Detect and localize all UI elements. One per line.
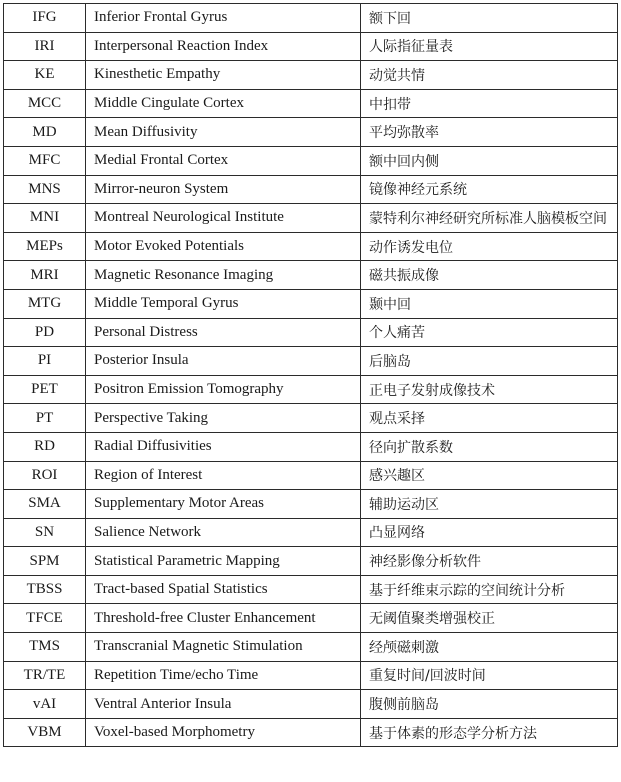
chinese-term-cell: 腹侧前脑岛 xyxy=(361,690,618,719)
table-row xyxy=(4,575,618,604)
table-row xyxy=(4,232,618,261)
table-row xyxy=(4,261,618,290)
english-term-cell: Statistical Parametric Mapping xyxy=(86,547,361,576)
chinese-term-cell: 基于体素的形态学分析方法 xyxy=(361,718,618,747)
chinese-term-cell: 后脑岛 xyxy=(361,347,618,376)
english-term-cell: Salience Network xyxy=(86,518,361,547)
english-term-cell: Middle Cingulate Cortex xyxy=(86,89,361,118)
abbreviation-cell: MNI xyxy=(4,204,86,233)
chinese-term-cell: 重复时间/回波时间 xyxy=(361,661,618,690)
table-row xyxy=(4,661,618,690)
abbreviation-cell: MEPs xyxy=(4,232,86,261)
chinese-term-cell: 感兴趣区 xyxy=(361,461,618,490)
table-row xyxy=(4,175,618,204)
table-row xyxy=(4,347,618,376)
table-row xyxy=(4,32,618,61)
abbreviation-table-body xyxy=(4,4,618,747)
abbreviation-cell: TR/TE xyxy=(4,661,86,690)
abbreviation-cell: KE xyxy=(4,61,86,90)
abbreviation-cell: MCC xyxy=(4,89,86,118)
table-row xyxy=(4,4,618,33)
english-term-cell: Motor Evoked Potentials xyxy=(86,232,361,261)
english-term-cell: Montreal Neurological Institute xyxy=(86,204,361,233)
english-term-cell: Ventral Anterior Insula xyxy=(86,690,361,719)
table-row xyxy=(4,633,618,662)
english-term-cell: Inferior Frontal Gyrus xyxy=(86,4,361,33)
chinese-term-cell: 基于纤维束示踪的空间统计分析 xyxy=(361,575,618,604)
abbreviation-cell: VBM xyxy=(4,718,86,747)
chinese-term-cell: 动觉共情 xyxy=(361,61,618,90)
abbreviation-cell: MRI xyxy=(4,261,86,290)
abbreviation-cell: MD xyxy=(4,118,86,147)
chinese-term-cell: 蒙特利尔神经研究所标准人脑模板空间 xyxy=(361,204,618,233)
table-row xyxy=(4,690,618,719)
english-term-cell: Transcranial Magnetic Stimulation xyxy=(86,633,361,662)
abbreviation-cell: SMA xyxy=(4,490,86,519)
abbreviation-cell: PI xyxy=(4,347,86,376)
english-term-cell: Mean Diffusivity xyxy=(86,118,361,147)
english-term-cell: Positron Emission Tomography xyxy=(86,375,361,404)
chinese-term-cell: 凸显网络 xyxy=(361,518,618,547)
abbreviation-cell: MFC xyxy=(4,146,86,175)
chinese-term-cell: 个人痛苦 xyxy=(361,318,618,347)
english-term-cell: Middle Temporal Gyrus xyxy=(86,289,361,318)
chinese-term-cell: 辅助运动区 xyxy=(361,490,618,519)
english-term-cell: Interpersonal Reaction Index xyxy=(86,32,361,61)
table-row xyxy=(4,146,618,175)
abbreviation-cell: MTG xyxy=(4,289,86,318)
abbreviation-cell: IRI xyxy=(4,32,86,61)
chinese-term-cell: 观点采择 xyxy=(361,404,618,433)
table-row xyxy=(4,518,618,547)
table-row xyxy=(4,718,618,747)
chinese-term-cell: 额下回 xyxy=(361,4,618,33)
abbreviation-cell: TFCE xyxy=(4,604,86,633)
english-term-cell: Medial Frontal Cortex xyxy=(86,146,361,175)
chinese-term-cell: 正电子发射成像技术 xyxy=(361,375,618,404)
abbreviation-cell: SPM xyxy=(4,547,86,576)
chinese-term-cell: 磁共振成像 xyxy=(361,261,618,290)
chinese-term-cell: 无阈值聚类增强校正 xyxy=(361,604,618,633)
abbreviation-cell: RD xyxy=(4,432,86,461)
abbreviation-cell: SN xyxy=(4,518,86,547)
abbreviation-cell: TBSS xyxy=(4,575,86,604)
chinese-term-cell: 额中回内侧 xyxy=(361,146,618,175)
chinese-term-cell: 径向扩散系数 xyxy=(361,432,618,461)
table-row xyxy=(4,604,618,633)
english-term-cell: Magnetic Resonance Imaging xyxy=(86,261,361,290)
table-row xyxy=(4,490,618,519)
english-term-cell: Mirror-neuron System xyxy=(86,175,361,204)
abbreviation-cell: MNS xyxy=(4,175,86,204)
table-row xyxy=(4,89,618,118)
chinese-term-cell: 镜像神经元系统 xyxy=(361,175,618,204)
table-row xyxy=(4,375,618,404)
english-term-cell: Kinesthetic Empathy xyxy=(86,61,361,90)
english-term-cell: Posterior Insula xyxy=(86,347,361,376)
abbreviation-cell: TMS xyxy=(4,633,86,662)
chinese-term-cell: 神经影像分析软件 xyxy=(361,547,618,576)
english-term-cell: Voxel-based Morphometry xyxy=(86,718,361,747)
abbreviation-cell: PET xyxy=(4,375,86,404)
chinese-term-cell: 颞中回 xyxy=(361,289,618,318)
table-row xyxy=(4,547,618,576)
chinese-term-cell: 人际指征量表 xyxy=(361,32,618,61)
english-term-cell: Threshold-free Cluster Enhancement xyxy=(86,604,361,633)
english-term-cell: Personal Distress xyxy=(86,318,361,347)
table-row xyxy=(4,318,618,347)
chinese-term-cell: 平均弥散率 xyxy=(361,118,618,147)
abbreviation-cell: PD xyxy=(4,318,86,347)
table-row xyxy=(4,404,618,433)
english-term-cell: Tract-based Spatial Statistics xyxy=(86,575,361,604)
table-row xyxy=(4,461,618,490)
abbreviation-cell: PT xyxy=(4,404,86,433)
english-term-cell: Repetition Time/echo Time xyxy=(86,661,361,690)
table-row xyxy=(4,432,618,461)
abbreviation-table xyxy=(3,3,618,747)
abbreviation-cell: ROI xyxy=(4,461,86,490)
table-row xyxy=(4,61,618,90)
chinese-term-cell: 动作诱发电位 xyxy=(361,232,618,261)
english-term-cell: Region of Interest xyxy=(86,461,361,490)
table-row xyxy=(4,289,618,318)
abbreviation-cell: vAI xyxy=(4,690,86,719)
english-term-cell: Radial Diffusivities xyxy=(86,432,361,461)
english-term-cell: Supplementary Motor Areas xyxy=(86,490,361,519)
chinese-term-cell: 中扣带 xyxy=(361,89,618,118)
table-row xyxy=(4,204,618,233)
abbreviation-cell: IFG xyxy=(4,4,86,33)
chinese-term-cell: 经颅磁刺激 xyxy=(361,633,618,662)
table-row xyxy=(4,118,618,147)
english-term-cell: Perspective Taking xyxy=(86,404,361,433)
